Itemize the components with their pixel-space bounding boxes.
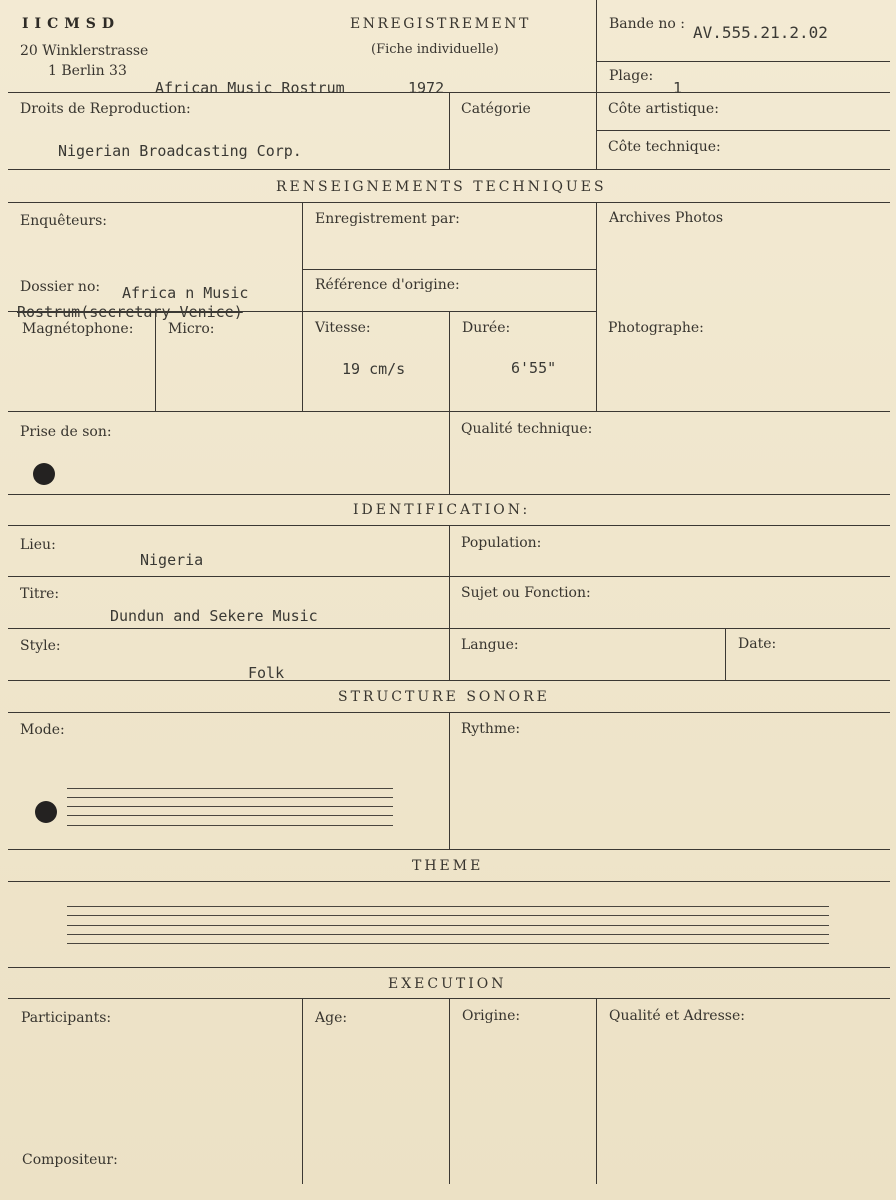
cote-artistique-label: Côte artistique: [608, 101, 719, 117]
divider [8, 849, 890, 850]
divider [155, 311, 156, 412]
titre-value: Dundun and Sekere Music [110, 607, 318, 625]
population-label: Population: [461, 535, 542, 551]
qualite-adresse-label: Qualité et Adresse: [609, 1008, 745, 1024]
cote-technique-label: Côte technique: [608, 139, 721, 155]
titre-label: Titre: [20, 586, 60, 602]
section-title-execution: EXECUTION [388, 976, 507, 992]
mode-label: Mode: [20, 722, 65, 738]
punch-hole-dot [35, 801, 57, 823]
staff-line [67, 943, 829, 944]
staff-line [67, 915, 829, 916]
duree-value: 6'55" [511, 359, 557, 377]
staff-line [67, 788, 393, 789]
rythme-label: Rythme: [461, 721, 521, 737]
duree-label: Durée: [462, 320, 511, 336]
photographe-label: Photographe: [608, 320, 704, 336]
reference-origine-label: Référence d'origine: [315, 277, 460, 293]
participants-label: Participants: [21, 1010, 112, 1026]
staff-line [67, 925, 829, 926]
sujet-fonction-label: Sujet ou Fonction: [461, 585, 591, 601]
divider [449, 712, 450, 850]
section-title-technique: RENSEIGNEMENTS TECHNIQUES [276, 179, 607, 195]
archives-photos-label: Archives Photos [609, 210, 724, 226]
divider [302, 998, 303, 1184]
form-subtitle: (Fiche individuelle) [371, 42, 499, 57]
vitesse-value: 19 cm/s [342, 360, 406, 378]
divider [596, 202, 597, 412]
style-value: Folk [248, 664, 285, 682]
qualite-technique-label: Qualité technique: [461, 421, 593, 437]
divider [596, 0, 597, 93]
divider [449, 92, 450, 169]
divider [302, 202, 303, 412]
enregistrement-par-label: Enregistrement par: [315, 211, 460, 227]
divider [449, 311, 450, 412]
divider [449, 998, 450, 1184]
bande-value: AV.555.21.2.02 [693, 23, 828, 42]
form-title: ENREGISTREMENT [350, 16, 531, 32]
divider [8, 494, 890, 495]
plage-label: Plage: [609, 68, 654, 84]
divider [8, 881, 890, 882]
magnetophone-label: Magnétophone: [22, 321, 134, 337]
divider [449, 411, 450, 495]
typed-event-name: African Music Rostrum [155, 79, 345, 97]
style-label: Style: [20, 638, 61, 654]
prise-de-son-label: Prise de son: [20, 424, 112, 440]
punch-hole-dot [33, 463, 55, 485]
divider [449, 525, 450, 681]
divider [8, 967, 890, 968]
plage-value: 1 [673, 79, 683, 97]
age-label: Age: [315, 1010, 348, 1026]
divider [8, 169, 890, 170]
staff-line [67, 797, 393, 798]
micro-label: Micro: [168, 321, 215, 337]
date-label: Date: [738, 636, 777, 652]
langue-label: Langue: [461, 637, 519, 653]
vitesse-label: Vitesse: [315, 320, 371, 336]
staff-line [67, 825, 393, 826]
section-title-structure: STRUCTURE SONORE [338, 689, 550, 705]
divider [596, 998, 597, 1184]
org-logo: IICMSD [22, 16, 120, 32]
lieu-value: Nigeria [140, 551, 204, 569]
origine-label: Origine: [462, 1008, 521, 1024]
dossier-label: Dossier no: [20, 279, 101, 295]
address-line-2: 1 Berlin 33 [48, 63, 127, 79]
enqueteurs-label: Enquêteurs: [20, 213, 108, 229]
divider [8, 202, 890, 203]
section-title-theme: THEME [412, 858, 484, 874]
divider [8, 311, 596, 312]
staff-line [67, 815, 393, 816]
staff-line [67, 806, 393, 807]
section-title-identification: IDENTIFICATION: [353, 502, 531, 518]
dossier-value-line1: Africa n Music [122, 284, 249, 302]
divider [8, 680, 890, 681]
bande-label: Bande no : [609, 16, 685, 32]
divider [302, 269, 596, 270]
dossier-value-line2: Rostrum(secretary Venice) [17, 303, 243, 321]
divider [596, 130, 890, 131]
droits-value: Nigerian Broadcasting Corp. [58, 142, 302, 160]
divider [725, 628, 726, 681]
address-line-1: 20 Winklerstrasse [20, 43, 149, 59]
categorie-label: Catégorie [461, 101, 531, 117]
staff-line [67, 934, 829, 935]
droits-label: Droits de Reproduction: [20, 101, 191, 117]
divider [596, 61, 890, 62]
typed-event-year: 1972 [408, 79, 445, 97]
staff-line [67, 906, 829, 907]
lieu-label: Lieu: [20, 537, 56, 553]
compositeur-label: Compositeur: [22, 1152, 118, 1168]
